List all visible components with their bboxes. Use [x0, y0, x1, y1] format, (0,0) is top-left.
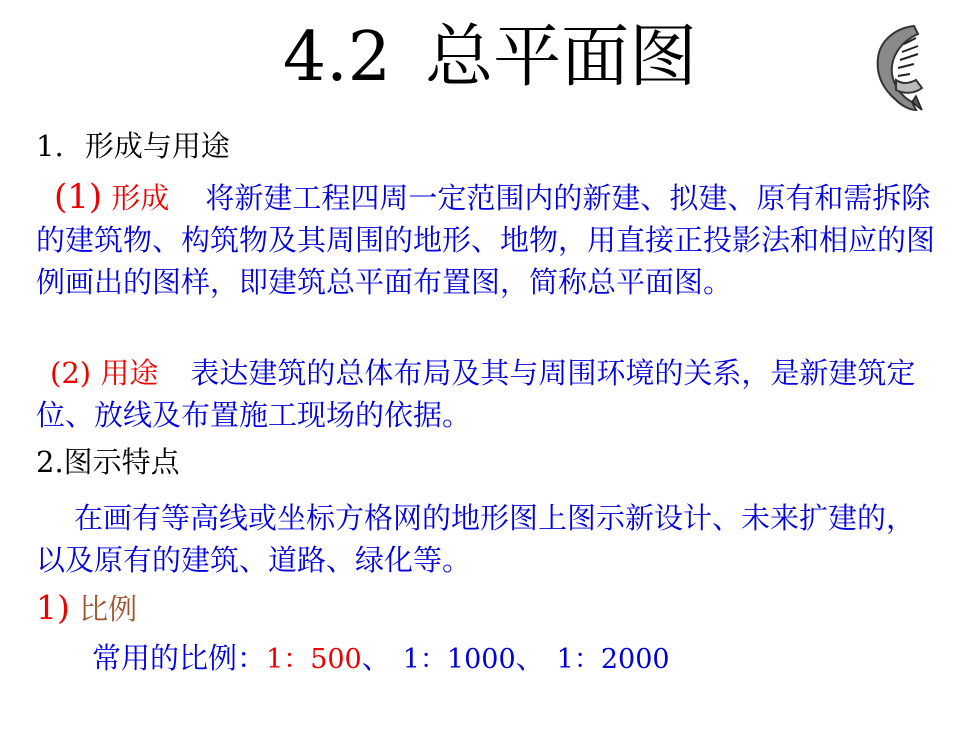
- section2-intro-text: 在画有等高线或坐标方格网的地形图上图示新设计、未来扩建的，以及原有的建筑、道路、绿化等。: [36, 501, 916, 577]
- p1-text: 将新建工程四周一定范围内的新建、拟建、原有和需拆除的建筑物、构筑物及其周围的地形、地物，用直接正投影法和相应的图例画出的图样，即建筑总平面布置图，简称总平面图。: [36, 181, 936, 299]
- page-title: [0, 18, 980, 98]
- item1-marker: 1): [36, 588, 70, 627]
- scroll-book-icon[interactable]: [866, 18, 926, 116]
- scale-1000: 1：1000: [402, 644, 516, 675]
- section2-intro: [36, 497, 941, 581]
- item1-heading: [36, 588, 137, 629]
- scale-separator-1: 、: [361, 641, 391, 675]
- scale-2000: 1：2000: [556, 644, 670, 675]
- title-text: 总平面图: [425, 18, 698, 97]
- p2-label: 用途: [100, 356, 159, 390]
- section1-paragraph-2: [36, 352, 941, 436]
- scales-line: [92, 638, 670, 680]
- section2-heading: [36, 442, 180, 482]
- section2-title: 图示特点: [63, 445, 180, 479]
- scale-500: 1：500: [266, 644, 362, 675]
- title-number: 4.2: [282, 18, 392, 97]
- scales-prefix: 常用的比例：: [92, 641, 267, 675]
- section1-paragraph-1: [36, 176, 941, 303]
- item1-label: 比例: [79, 592, 138, 626]
- section2-number: 2.: [36, 445, 64, 479]
- p2-text: 表达建筑的总体布局及其与周围环境的关系，是新建筑定位、放线及布置施工现场的依据。: [36, 356, 916, 432]
- section1-heading: [36, 126, 230, 166]
- p1-marker: (1): [54, 177, 103, 217]
- p1-label: 形成: [111, 181, 170, 215]
- section1-number: 1.: [36, 129, 64, 163]
- p2-marker: (2): [50, 356, 92, 390]
- section1-title: 形成与用途: [84, 129, 230, 163]
- scale-separator-2: 、: [515, 641, 545, 675]
